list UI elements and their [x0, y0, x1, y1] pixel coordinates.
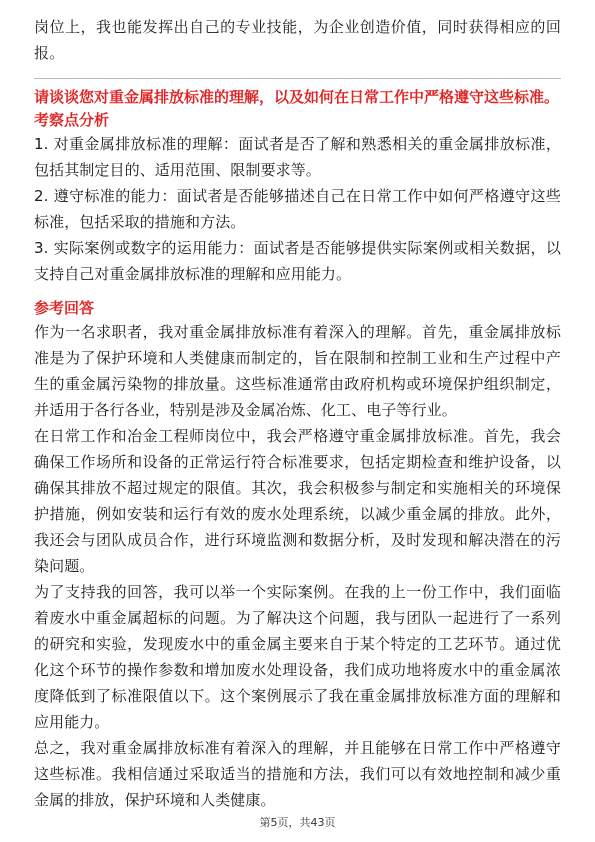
document-page	[34, 0, 561, 813]
analysis-point-2: 2. 遵守标准的能力：面试者是否能够描述自己在日常工作中如何严格遵守这些标准，包括采取的措施和方法。	[34, 187, 561, 231]
intro-paragraph: 岗位上，我也能发挥出自己的专业技能，为企业创造价值，同时获得相应的回报。	[34, 18, 561, 62]
page-number-footer: 第5页，共43页	[259, 816, 336, 829]
section-divider	[34, 78, 561, 79]
interview-question: 请谈谈您对重金属排放标准的理解，以及如何在日常工作中严格遵守这些标准。	[34, 88, 560, 106]
answer-paragraph-3: 为了支持我的回答，我可以举一个实际案例。在我的上一份工作中，我们面临着废水中重金属超标的问题。为了解决这个问题，我与团队一起进行了一系列的研究和实验，发现废水中的重金属主要来自于某个特定的工艺环节。通过优化这个环节的操作参数和增加废水处理设备，我们成功地将废水中的重金属浓度降低到了标准限值以下。这个案例展示了我在重金属排放标准方面的理解和应用能力。	[34, 583, 561, 731]
analysis-heading: 考察点分析	[34, 111, 110, 129]
answer-paragraph-4: 总之，我对重金属排放标准有着深入的理解，并且能够在日常工作中严格遵守这些标准。我相信通过采取适当的措施和方法，我们可以有效地控制和减少重金属的排放，保护环境和人类健康。	[34, 739, 561, 809]
answer-paragraph-2: 在日常工作和冶金工程师岗位中，我会严格遵守重金属排放标准。首先，我会确保工作场所和设备的正常运行符合标准要求，包括定期检查和维护设备，以确保其排放不超过规定的限值。其次，我会积极参与制定和实施相关的环境保护措施，例如安装和运行有效的废水处理系统，以减少重金属的排放。此外，我还会与团队成员合作，进行环境监测和数据分析，及时发现和解决潜在的污染问题。	[34, 427, 561, 575]
analysis-point-3: 3. 实际案例或数字的运用能力：面试者是否能够提供实际案例或相关数据，以支持自己对重金属排放标准的理解和应用能力。	[34, 239, 561, 283]
answer-paragraph-1: 作为一名求职者，我对重金属排放标准有着深入的理解。首先，重金属排放标准是为了保护环境和人类健康而制定的，旨在限制和控制工业和生产过程中产生的重金属污染物的排放量。这些标准通常由政府机构或环境保护组织制定，并适用于各行各业，特别是涉及金属冶炼、化工、电子等行业。	[34, 323, 561, 419]
answer-heading: 参考回答	[34, 299, 95, 317]
analysis-point-1: 1. 对重金属排放标准的理解：面试者是否了解和熟悉相关的重金属排放标准，包括其制定目的、适用范围、限制要求等。	[34, 135, 561, 179]
